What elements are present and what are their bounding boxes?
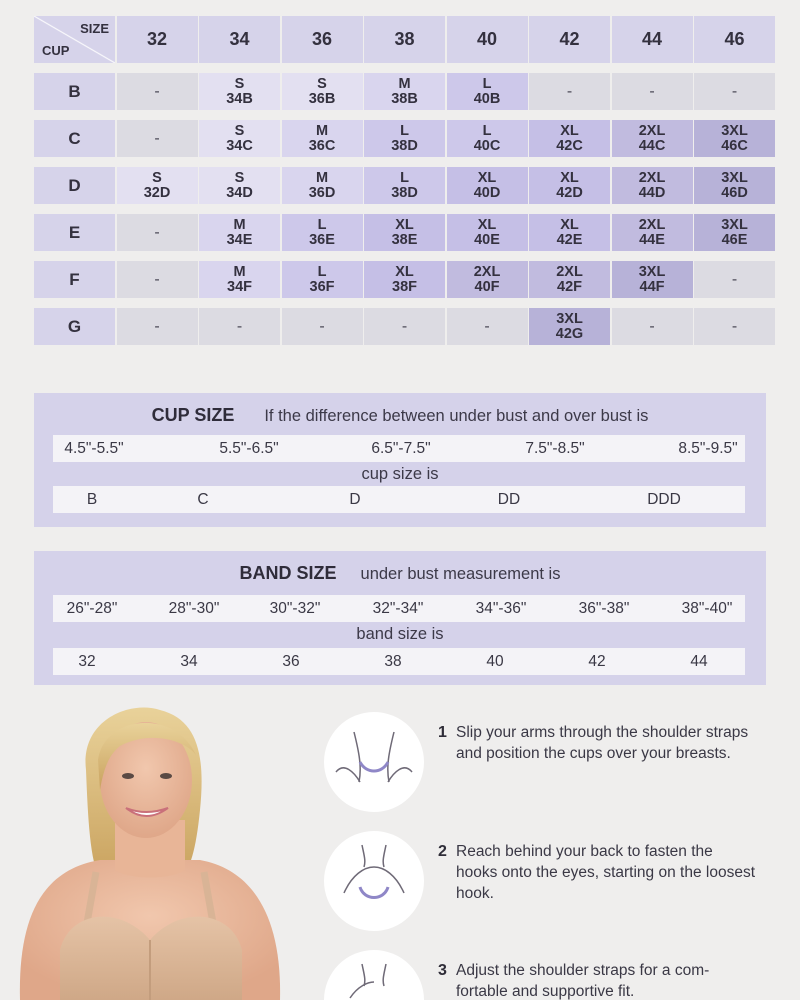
cup-letter: D xyxy=(349,490,361,508)
step-text: Slip your arms through the shoulder straps and position the cups over your breasts. xyxy=(456,724,749,762)
cup-letter: DD xyxy=(497,490,521,508)
band-range: 36"-38" xyxy=(578,599,630,617)
band-range: 34"-36" xyxy=(475,599,527,617)
step-number: 3 xyxy=(438,962,447,979)
step-number: 1 xyxy=(438,724,447,741)
fasten-hooks-icon xyxy=(324,831,424,931)
size-letter: S xyxy=(234,169,245,186)
size-cell-empty: - xyxy=(529,73,610,110)
size-letter: M xyxy=(398,75,411,92)
size-letter: 2XL xyxy=(473,263,501,280)
cup-size-panel xyxy=(34,393,766,527)
size-cell-empty: - xyxy=(117,261,198,298)
adjust-straps-icon xyxy=(324,950,424,1000)
cup-size-description: If the difference between under bust and over bust is xyxy=(264,407,649,425)
size-chart-grid xyxy=(34,16,768,345)
size-cell xyxy=(282,120,363,157)
size-cell xyxy=(529,167,610,204)
size-code: 38D xyxy=(391,184,418,201)
size-cell xyxy=(364,73,445,110)
cup-letter: C xyxy=(197,490,209,508)
size-letter: XL xyxy=(395,263,414,280)
size-letter: L xyxy=(482,75,492,92)
size-code: 34B xyxy=(226,90,253,107)
band-number: 34 xyxy=(180,652,198,670)
cup-range: 7.5"-8.5" xyxy=(525,439,585,457)
size-cell xyxy=(612,214,693,251)
size-code: 42E xyxy=(556,231,583,248)
size-letter: M xyxy=(233,216,246,233)
size-cell xyxy=(199,167,280,204)
size-cell xyxy=(612,167,693,204)
size-cell-empty: - xyxy=(447,308,528,345)
band-header: 38 xyxy=(364,16,445,63)
size-code: 38D xyxy=(391,137,418,154)
size-letter: 2XL xyxy=(638,216,666,233)
cup-range-strip xyxy=(53,435,745,462)
size-cell-empty: - xyxy=(117,73,198,110)
instruction-step-3 xyxy=(324,950,784,1000)
size-cell xyxy=(447,73,528,110)
size-code: 34F xyxy=(227,278,252,295)
step-text: Reach behind your back to fasten the hooks onto the eyes, starting on the loosest hook. xyxy=(456,843,755,902)
size-code: 34D xyxy=(226,184,253,201)
size-code: 36B xyxy=(308,90,336,107)
size-letter: 2XL xyxy=(638,169,666,186)
size-code: 38F xyxy=(392,278,417,295)
size-code: 32D xyxy=(143,184,171,201)
band-range: 28"-30" xyxy=(168,599,220,617)
size-cell-empty: - xyxy=(694,261,775,298)
size-code: 42D xyxy=(556,184,583,201)
size-cell xyxy=(199,120,280,157)
size-cell xyxy=(694,167,775,204)
size-cell xyxy=(612,261,693,298)
band-number: 42 xyxy=(588,652,606,670)
size-header-label: SIZE xyxy=(80,21,109,36)
size-cell xyxy=(694,214,775,251)
size-code: 34C xyxy=(226,137,253,154)
size-code: 44F xyxy=(639,278,665,295)
band-size-description: under bust measurement is xyxy=(360,565,561,583)
size-code: 34E xyxy=(226,231,253,248)
size-letter: 3XL xyxy=(721,216,748,233)
size-cell xyxy=(529,261,610,298)
cup-row-label: G xyxy=(34,308,115,345)
size-cell xyxy=(364,167,445,204)
size-cell xyxy=(447,167,528,204)
size-letter: 3XL xyxy=(721,122,748,139)
cup-row-label: F xyxy=(34,261,115,298)
size-cell xyxy=(282,261,363,298)
size-cell-empty: - xyxy=(694,73,775,110)
size-cell-empty: - xyxy=(364,308,445,345)
step-number: 2 xyxy=(438,843,447,860)
size-code: 44C xyxy=(638,137,666,154)
size-cell xyxy=(199,214,280,251)
size-cell xyxy=(447,120,528,157)
arms-through-straps-icon xyxy=(324,712,424,812)
band-header: 32 xyxy=(117,16,198,63)
band-header: 40 xyxy=(447,16,528,63)
instruction-step-2 xyxy=(324,831,784,931)
size-cell-empty: - xyxy=(612,308,693,345)
size-code: 40B xyxy=(473,90,501,107)
band-number: 40 xyxy=(486,652,504,670)
cup-range: 8.5"-9.5" xyxy=(678,439,738,457)
size-cell xyxy=(612,120,693,157)
size-letter: L xyxy=(317,263,327,280)
band-size-panel xyxy=(34,551,766,685)
cup-header-label: CUP xyxy=(42,43,70,58)
band-header: 46 xyxy=(694,16,775,63)
instruction-step-1 xyxy=(324,712,784,812)
cup-letter: B xyxy=(86,490,98,508)
band-range: 32"-34" xyxy=(372,599,424,617)
cup-row-label: C xyxy=(34,120,115,157)
size-letter: XL xyxy=(560,169,579,186)
cup-range: 5.5"-6.5" xyxy=(219,439,279,457)
size-letter: 2XL xyxy=(556,263,583,280)
cup-size-is-label: cup size is xyxy=(361,465,439,483)
size-code: 38B xyxy=(391,90,418,107)
cup-letter-strip xyxy=(53,486,745,513)
band-number-strip xyxy=(53,648,745,675)
size-code: 38E xyxy=(391,231,418,248)
size-code: 42F xyxy=(557,278,582,295)
size-cell-empty: - xyxy=(117,308,198,345)
size-cell xyxy=(282,214,363,251)
cup-letter: DDD xyxy=(647,490,681,508)
size-letter: M xyxy=(315,169,329,186)
size-code: 36D xyxy=(308,184,336,201)
size-cell xyxy=(117,167,198,204)
size-code: 46E xyxy=(721,231,748,248)
size-letter: M xyxy=(233,263,246,280)
size-letter: XL xyxy=(560,216,579,233)
band-number: 44 xyxy=(690,652,708,670)
size-letter: 3XL xyxy=(556,310,583,327)
size-letter: XL xyxy=(477,216,497,233)
size-letter: 3XL xyxy=(721,169,748,186)
size-letter: L xyxy=(400,169,409,186)
band-range: 38"-40" xyxy=(681,599,733,617)
size-code: 44D xyxy=(638,184,666,201)
size-code: 42C xyxy=(556,137,583,154)
size-letter: XL xyxy=(560,122,579,139)
band-header: 42 xyxy=(529,16,610,63)
cup-row-label: B xyxy=(34,73,115,110)
size-cell xyxy=(694,120,775,157)
size-letter: L xyxy=(482,122,492,139)
size-cell xyxy=(529,308,610,345)
cup-size-title: CUP SIZE xyxy=(151,405,235,425)
size-code: 36C xyxy=(308,137,336,154)
size-code: 46C xyxy=(721,137,748,154)
size-letter: L xyxy=(317,216,327,233)
size-cell-empty: - xyxy=(694,308,775,345)
size-cell-empty: - xyxy=(117,214,198,251)
size-letter: S xyxy=(317,75,327,92)
size-code: 40C xyxy=(473,137,501,154)
size-letter: 2XL xyxy=(638,122,666,139)
size-cell xyxy=(364,120,445,157)
band-size-is-label: band size is xyxy=(356,625,444,643)
cup-range: 6.5"-7.5" xyxy=(371,439,431,457)
size-cell xyxy=(282,73,363,110)
size-letter: L xyxy=(400,122,409,139)
size-code: 46D xyxy=(721,184,748,201)
size-cell xyxy=(199,73,280,110)
step-text: Adjust the shoulder straps for a com-fortable and supportive fit. xyxy=(456,962,710,1000)
size-letter: S xyxy=(152,169,162,186)
band-size-title: BAND SIZE xyxy=(239,563,337,583)
cup-row-label: E xyxy=(34,214,115,251)
size-letter: S xyxy=(234,122,245,139)
cup-range: 4.5"-5.5" xyxy=(64,439,124,457)
band-range-strip xyxy=(53,595,745,622)
model-photo-icon xyxy=(0,700,300,1000)
band-number: 38 xyxy=(384,652,402,670)
cup-row-label: D xyxy=(34,167,115,204)
size-cell xyxy=(447,261,528,298)
size-letter: S xyxy=(234,75,245,92)
band-number: 36 xyxy=(282,652,300,670)
size-letter: 3XL xyxy=(638,263,666,280)
size-cell-empty: - xyxy=(612,73,693,110)
size-cell-empty: - xyxy=(117,120,198,157)
size-cell xyxy=(282,167,363,204)
size-code: 40D xyxy=(473,184,501,201)
band-header: 36 xyxy=(282,16,363,63)
size-code: 40F xyxy=(474,278,500,295)
size-letter: XL xyxy=(395,216,414,233)
size-letter: XL xyxy=(477,169,497,186)
size-cell-empty: - xyxy=(199,308,280,345)
size-cell xyxy=(364,261,445,298)
size-cell xyxy=(529,214,610,251)
size-letter: M xyxy=(315,122,329,139)
band-number: 32 xyxy=(78,652,96,670)
size-code: 44E xyxy=(639,231,665,248)
band-range: 30"-32" xyxy=(269,599,321,617)
size-code: 42G xyxy=(555,325,584,342)
size-cell xyxy=(447,214,528,251)
band-header: 34 xyxy=(199,16,280,63)
size-cell xyxy=(529,120,610,157)
band-range: 26"-28" xyxy=(66,599,118,617)
size-cell-empty: - xyxy=(282,308,363,345)
size-cup-corner xyxy=(34,16,115,63)
size-cell xyxy=(199,261,280,298)
size-code: 36E xyxy=(309,231,335,248)
size-cell xyxy=(364,214,445,251)
band-header: 44 xyxy=(612,16,693,63)
size-code: 40E xyxy=(474,231,500,248)
size-code: 36F xyxy=(309,278,335,295)
